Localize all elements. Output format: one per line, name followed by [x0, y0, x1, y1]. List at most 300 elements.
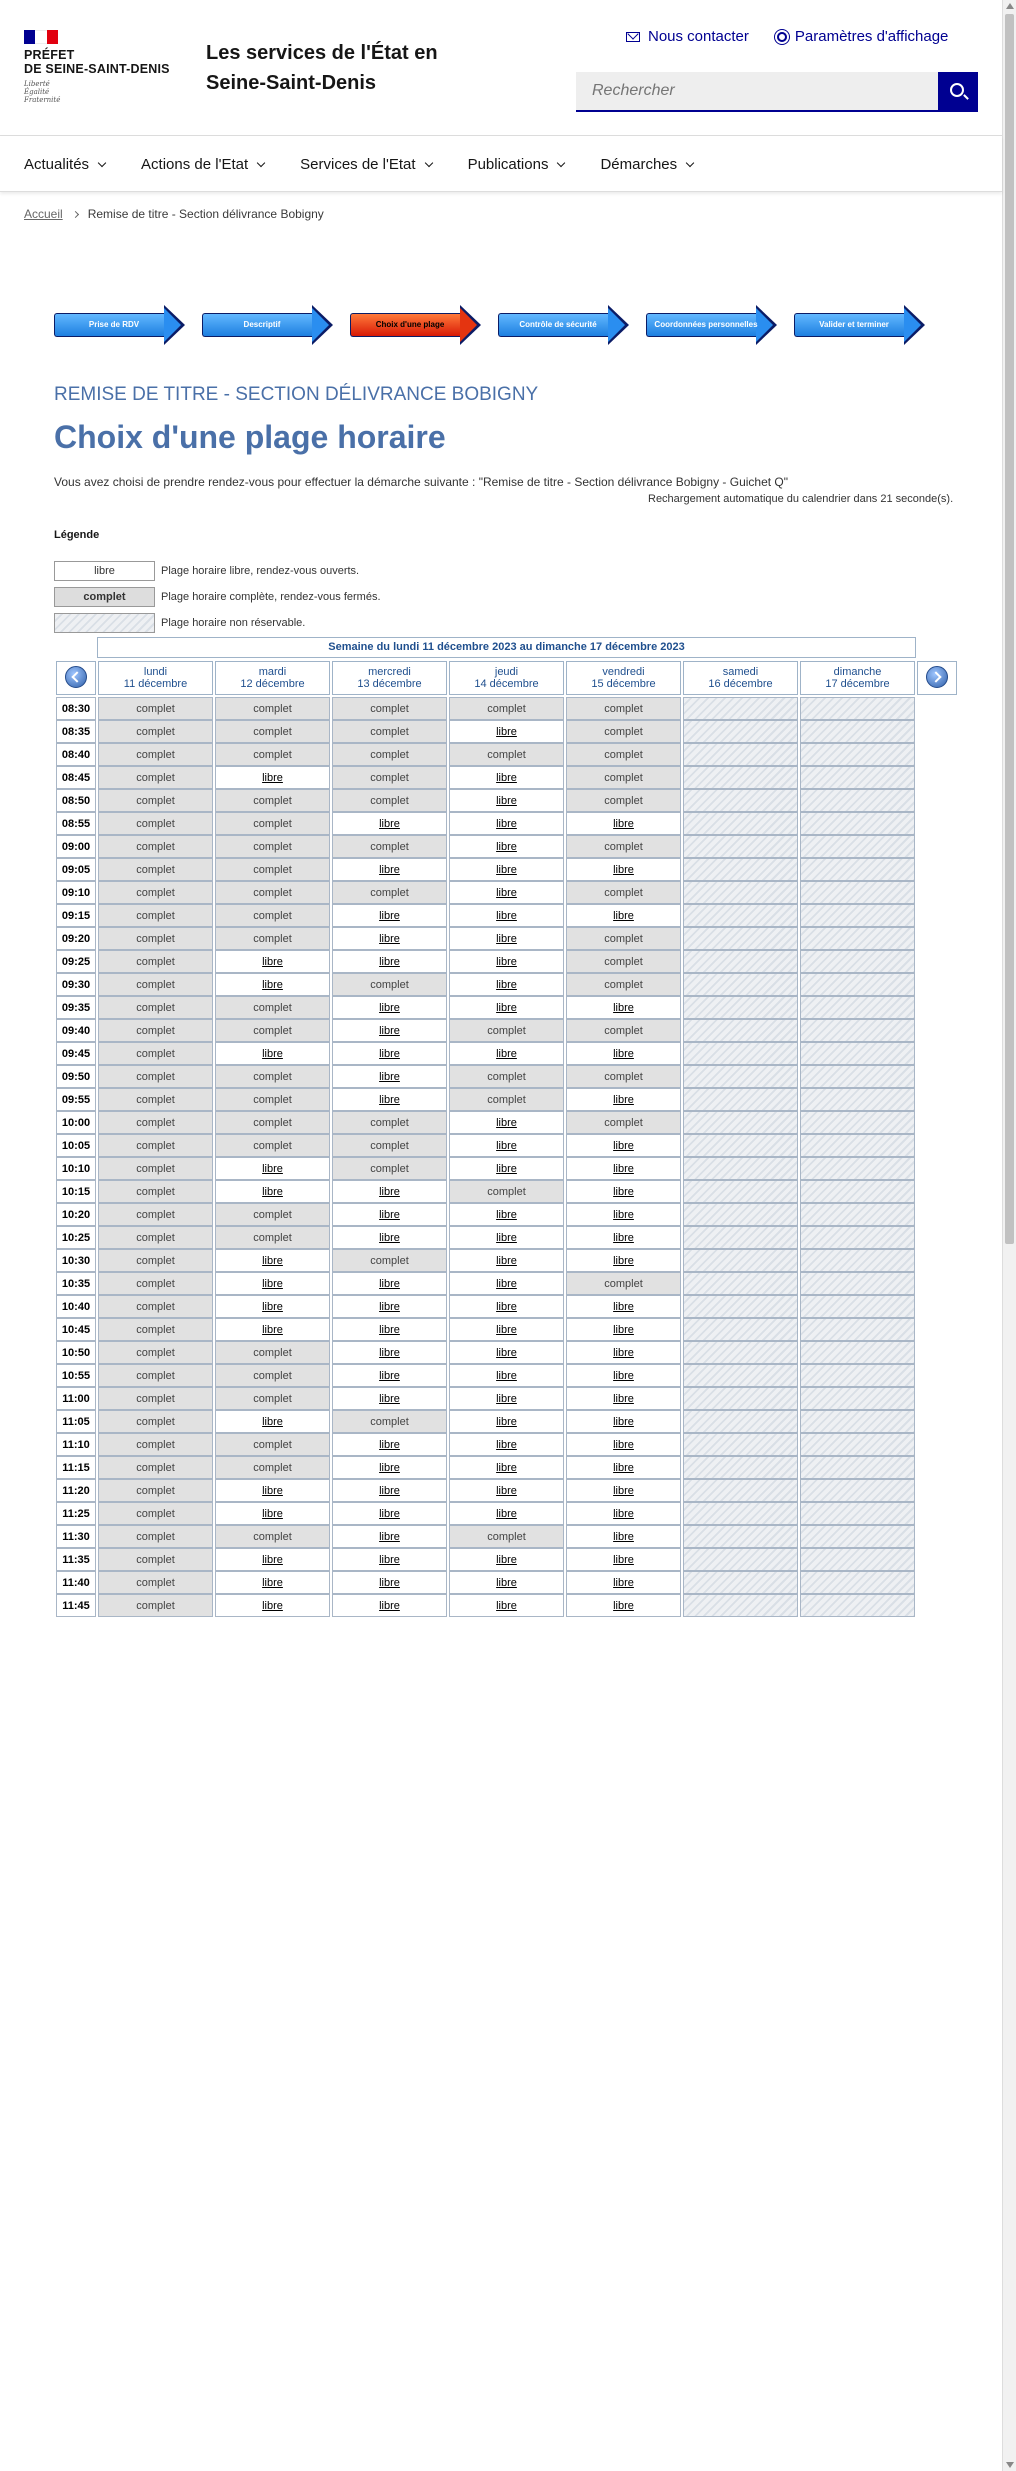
slot-free-link[interactable]: libre — [332, 1295, 447, 1318]
slot-free-link[interactable]: libre — [215, 1272, 330, 1295]
slot-time: 08:55 — [56, 812, 96, 835]
table-row — [56, 1387, 957, 1410]
slot-unavailable — [800, 1318, 915, 1341]
logo-motto: Liberté Égalité Fraternité — [24, 80, 61, 104]
slot-free-link[interactable]: libre — [449, 1341, 564, 1364]
table-row — [56, 1525, 957, 1548]
slot-full: complet — [215, 1433, 330, 1456]
slot-unavailable — [800, 1042, 915, 1065]
slot-free-link[interactable]: libre — [332, 1571, 447, 1594]
table-row — [56, 812, 957, 835]
row-spacer — [917, 697, 957, 720]
row-spacer — [917, 1111, 957, 1134]
table-row — [56, 858, 957, 881]
slot-free-link[interactable]: libre — [332, 1042, 447, 1065]
slot-full: complet — [332, 1410, 447, 1433]
slot-free-link[interactable]: libre — [332, 904, 447, 927]
slot-full: complet — [215, 1525, 330, 1548]
table-row — [56, 789, 957, 812]
slot-full: complet — [215, 743, 330, 766]
slot-free-link[interactable]: libre — [449, 1111, 564, 1134]
slot-free-link[interactable]: libre — [332, 1272, 447, 1295]
slot-time: 09:25 — [56, 950, 96, 973]
table-row — [56, 1295, 957, 1318]
chevron-down-icon — [257, 158, 265, 166]
slot-full: complet — [566, 697, 681, 720]
slot-time: 11:25 — [56, 1502, 96, 1525]
slot-unavailable — [683, 1157, 798, 1180]
row-spacer — [917, 1088, 957, 1111]
page-scrollbar[interactable] — [1002, 0, 1016, 2471]
slot-time: 10:40 — [56, 1295, 96, 1318]
slot-full: complet — [98, 743, 213, 766]
search-button[interactable] — [938, 72, 978, 112]
slot-unavailable — [800, 950, 915, 973]
site-title[interactable]: Les services de l'État en Seine-Saint-Denis — [206, 42, 438, 94]
slot-free-link[interactable]: libre — [449, 789, 564, 812]
slot-free-link[interactable]: libre — [449, 1433, 564, 1456]
legend-title: Légende — [54, 529, 100, 541]
slot-free-link[interactable]: libre — [449, 1042, 564, 1065]
slot-full: complet — [566, 1272, 681, 1295]
table-row — [56, 904, 957, 927]
slot-free-link[interactable]: libre — [449, 881, 564, 904]
slot-free-link[interactable]: libre — [566, 1479, 681, 1502]
table-row — [56, 927, 957, 950]
table-row — [56, 1594, 957, 1617]
slot-free-link[interactable]: libre — [332, 1065, 447, 1088]
slot-full: complet — [98, 1594, 213, 1617]
breadcrumb-current: Remise de titre - Section délivrance Bobigny — [87, 207, 324, 221]
slot-full: complet — [98, 1525, 213, 1548]
slot-free-link[interactable]: libre — [566, 1594, 681, 1617]
slot-unavailable — [800, 1387, 915, 1410]
slot-free-link[interactable]: libre — [332, 1088, 447, 1111]
slot-free-link[interactable]: libre — [566, 1341, 681, 1364]
slot-free-link[interactable]: libre — [449, 1272, 564, 1295]
slot-free-link[interactable]: libre — [332, 812, 447, 835]
slot-free-link[interactable]: libre — [332, 1456, 447, 1479]
slot-unavailable — [683, 1433, 798, 1456]
slot-full: complet — [449, 1065, 564, 1088]
table-row — [56, 1157, 957, 1180]
slot-unavailable — [683, 1364, 798, 1387]
slot-full: complet — [215, 789, 330, 812]
slot-free-link[interactable]: libre — [332, 1594, 447, 1617]
slot-free-link[interactable]: libre — [449, 996, 564, 1019]
prev-arrow-icon — [65, 666, 87, 688]
slot-full: complet — [215, 881, 330, 904]
row-spacer — [917, 1318, 957, 1341]
slot-free-link[interactable]: libre — [566, 1410, 681, 1433]
slot-full: complet — [332, 1111, 447, 1134]
row-spacer — [917, 1134, 957, 1157]
contact-link[interactable]: Nous contacter — [626, 28, 749, 45]
slot-free-link[interactable]: libre — [332, 1203, 447, 1226]
slot-full: complet — [566, 881, 681, 904]
slot-unavailable — [800, 1019, 915, 1042]
slot-free-link[interactable]: libre — [449, 1502, 564, 1525]
slot-free-link[interactable]: libre — [566, 1249, 681, 1272]
slot-free-link[interactable]: libre — [566, 1525, 681, 1548]
slot-unavailable — [683, 720, 798, 743]
slot-time: 10:45 — [56, 1318, 96, 1341]
slot-free-link[interactable]: libre — [215, 1295, 330, 1318]
slot-unavailable — [683, 1387, 798, 1410]
slot-unavailable — [683, 697, 798, 720]
slot-free-link[interactable]: libre — [449, 973, 564, 996]
slot-unavailable — [683, 1065, 798, 1088]
slot-full: complet — [332, 1157, 447, 1180]
main-nav — [0, 136, 1002, 192]
slot-free-link[interactable]: libre — [566, 1295, 681, 1318]
slot-unavailable — [683, 973, 798, 996]
slot-free-link[interactable]: libre — [332, 1479, 447, 1502]
slot-full: complet — [98, 835, 213, 858]
table-row — [56, 1318, 957, 1341]
slot-unavailable — [683, 1249, 798, 1272]
breadcrumb — [24, 207, 324, 221]
slot-unavailable — [800, 812, 915, 835]
logo-title-1: PRÉFET — [24, 48, 75, 62]
slot-free-link[interactable]: libre — [449, 766, 564, 789]
slot-free-link[interactable]: libre — [566, 1134, 681, 1157]
slot-free-link[interactable]: libre — [449, 950, 564, 973]
slot-full: complet — [98, 1226, 213, 1249]
slot-time: 10:50 — [56, 1341, 96, 1364]
slot-full: complet — [98, 1548, 213, 1571]
slot-full: complet — [215, 1019, 330, 1042]
slot-free-link[interactable]: libre — [566, 1226, 681, 1249]
slot-free-link[interactable]: libre — [332, 950, 447, 973]
slot-free-link[interactable]: libre — [566, 1364, 681, 1387]
table-row — [56, 1088, 957, 1111]
prefet-logo[interactable] — [24, 30, 174, 104]
slot-free-link[interactable]: libre — [215, 1548, 330, 1571]
slot-free-link[interactable]: libre — [215, 1180, 330, 1203]
table-row — [56, 1272, 957, 1295]
slot-free-link[interactable]: libre — [566, 1157, 681, 1180]
slot-full: complet — [215, 1341, 330, 1364]
row-spacer — [917, 835, 957, 858]
slot-time: 11:00 — [56, 1387, 96, 1410]
slot-time: 09:35 — [56, 996, 96, 1019]
scroll-up-icon[interactable] — [1006, 3, 1014, 9]
slot-free-link[interactable]: libre — [449, 720, 564, 743]
slot-unavailable — [683, 1548, 798, 1571]
slot-time: 09:05 — [56, 858, 96, 881]
prev-week-button[interactable] — [56, 661, 96, 695]
slot-unavailable — [683, 1042, 798, 1065]
slot-unavailable — [683, 927, 798, 950]
nav-item-actualites[interactable]: Actualités — [24, 156, 105, 173]
slot-free-link[interactable]: libre — [566, 1318, 681, 1341]
slot-free-link[interactable]: libre — [449, 1364, 564, 1387]
slot-unavailable — [683, 1226, 798, 1249]
slot-free-link[interactable]: libre — [449, 858, 564, 881]
day-header: jeudi 14 décembre — [449, 661, 564, 695]
table-row — [56, 950, 957, 973]
legend-full-text: Plage horaire complète, rendez-vous fermés. — [161, 591, 381, 603]
slot-free-link[interactable]: libre — [449, 927, 564, 950]
slot-time: 09:20 — [56, 927, 96, 950]
search-input[interactable] — [576, 72, 938, 112]
slot-free-link[interactable]: libre — [332, 927, 447, 950]
slot-unavailable — [800, 927, 915, 950]
slot-free-link[interactable]: libre — [332, 1341, 447, 1364]
slot-time: 09:50 — [56, 1065, 96, 1088]
slot-full: complet — [215, 927, 330, 950]
slot-free-link[interactable]: libre — [215, 766, 330, 789]
slot-free-link[interactable]: libre — [215, 1502, 330, 1525]
slot-free-link[interactable]: libre — [449, 1134, 564, 1157]
slot-free-link[interactable]: libre — [332, 1502, 447, 1525]
calendar-table — [54, 661, 959, 1617]
row-spacer — [917, 1502, 957, 1525]
slot-unavailable — [683, 1272, 798, 1295]
slot-free-link[interactable]: libre — [449, 1157, 564, 1180]
slot-free-link[interactable]: libre — [215, 950, 330, 973]
slot-unavailable — [683, 1571, 798, 1594]
slot-full: complet — [98, 858, 213, 881]
slot-unavailable — [800, 858, 915, 881]
next-arrow-icon — [926, 666, 948, 688]
table-row — [56, 835, 957, 858]
slot-free-link[interactable]: libre — [566, 1088, 681, 1111]
slot-time: 10:15 — [56, 1180, 96, 1203]
slot-free-link[interactable]: libre — [332, 858, 447, 881]
slot-free-link[interactable]: libre — [449, 904, 564, 927]
slot-full: complet — [98, 1203, 213, 1226]
slot-free-link[interactable]: libre — [332, 1433, 447, 1456]
slot-unavailable — [800, 904, 915, 927]
slot-full: complet — [98, 1318, 213, 1341]
slot-full: complet — [215, 1387, 330, 1410]
slot-full: complet — [215, 858, 330, 881]
slot-free-link[interactable]: libre — [215, 1157, 330, 1180]
slot-free-link[interactable]: libre — [215, 1410, 330, 1433]
slot-unavailable — [800, 720, 915, 743]
day-header: dimanche 17 décembre — [800, 661, 915, 695]
slot-unavailable — [800, 1065, 915, 1088]
slot-full: complet — [98, 1433, 213, 1456]
slot-time: 11:05 — [56, 1410, 96, 1433]
slot-free-link[interactable]: libre — [566, 904, 681, 927]
slot-full: complet — [98, 1111, 213, 1134]
slot-free-link[interactable]: libre — [566, 1456, 681, 1479]
logo-title-2: DE SEINE-SAINT-DENIS — [24, 62, 170, 76]
slot-free-link[interactable]: libre — [566, 812, 681, 835]
slot-time: 08:30 — [56, 697, 96, 720]
slot-unavailable — [683, 1180, 798, 1203]
slot-free-link[interactable]: libre — [449, 1318, 564, 1341]
slot-full: complet — [98, 1456, 213, 1479]
slot-free-link[interactable]: libre — [566, 1502, 681, 1525]
slot-time: 10:55 — [56, 1364, 96, 1387]
slot-time: 11:10 — [56, 1433, 96, 1456]
slot-free-link[interactable]: libre — [566, 996, 681, 1019]
intro-text: Vous avez choisi de prendre rendez-vous pour effectuer la démarche suivante : "Remise de titre - Section délivrance Bobigny - Guichet Q" — [54, 475, 789, 489]
slot-unavailable — [800, 1571, 915, 1594]
slot-unavailable — [683, 789, 798, 812]
table-row — [56, 720, 957, 743]
next-week-button[interactable] — [917, 661, 957, 695]
slot-free-link[interactable]: libre — [332, 1180, 447, 1203]
slot-full: complet — [98, 1502, 213, 1525]
slot-time: 09:15 — [56, 904, 96, 927]
table-row — [56, 1019, 957, 1042]
slot-free-link[interactable]: libre — [332, 1525, 447, 1548]
day-header: mercredi 13 décembre — [332, 661, 447, 695]
slot-free-link[interactable]: libre — [566, 1387, 681, 1410]
slot-free-link[interactable]: libre — [449, 1226, 564, 1249]
slot-free-link[interactable]: libre — [332, 1548, 447, 1571]
slot-free-link[interactable]: libre — [566, 858, 681, 881]
slot-free-link[interactable]: libre — [449, 1548, 564, 1571]
slot-full: complet — [215, 812, 330, 835]
row-spacer — [917, 1203, 957, 1226]
nav-item-publications[interactable]: Publications — [468, 156, 565, 173]
slot-full: complet — [98, 697, 213, 720]
slot-unavailable — [683, 1019, 798, 1042]
nav-item-services[interactable]: Services de l'Etat — [300, 156, 431, 173]
nav-item-demarches[interactable]: Démarches — [600, 156, 693, 173]
row-spacer — [917, 1571, 957, 1594]
table-row — [56, 1456, 957, 1479]
slot-free-link[interactable]: libre — [215, 1042, 330, 1065]
slot-unavailable — [683, 1318, 798, 1341]
slot-full: complet — [215, 1456, 330, 1479]
row-spacer — [917, 1157, 957, 1180]
slot-unavailable — [800, 1180, 915, 1203]
slot-unavailable — [800, 1433, 915, 1456]
breadcrumb-home[interactable]: Accueil — [24, 207, 63, 221]
slot-free-link[interactable]: libre — [215, 1249, 330, 1272]
step-coordonnees: Coordonnées personnelles — [646, 305, 777, 345]
table-row — [56, 1502, 957, 1525]
slot-unavailable — [800, 1479, 915, 1502]
slot-unavailable — [800, 1364, 915, 1387]
slot-free-link[interactable]: libre — [215, 1594, 330, 1617]
slot-time: 09:00 — [56, 835, 96, 858]
slot-full: complet — [98, 1272, 213, 1295]
table-row — [56, 1065, 957, 1088]
slot-full: complet — [566, 720, 681, 743]
slot-free-link[interactable]: libre — [566, 1203, 681, 1226]
table-row — [56, 1226, 957, 1249]
slot-free-link[interactable]: libre — [449, 1249, 564, 1272]
slot-free-link[interactable]: libre — [566, 1042, 681, 1065]
slot-free-link[interactable]: libre — [449, 1387, 564, 1410]
slot-free-link[interactable]: libre — [332, 1019, 447, 1042]
slot-full: complet — [332, 1249, 447, 1272]
slot-free-link[interactable]: libre — [566, 1433, 681, 1456]
table-row — [56, 881, 957, 904]
scroll-down-icon[interactable] — [1006, 2462, 1014, 2468]
slot-free-link[interactable]: libre — [215, 1318, 330, 1341]
table-row — [56, 1180, 957, 1203]
display-settings-button[interactable]: Paramètres d'affichage — [777, 28, 949, 45]
slot-full: complet — [98, 904, 213, 927]
slot-free-link[interactable]: libre — [566, 1548, 681, 1571]
slot-time: 08:45 — [56, 766, 96, 789]
slot-unavailable — [683, 1594, 798, 1617]
slot-full: complet — [98, 720, 213, 743]
step-prise-rdv: Prise de RDV — [54, 305, 185, 345]
slot-free-link[interactable]: libre — [332, 1318, 447, 1341]
slot-free-link[interactable]: libre — [332, 1226, 447, 1249]
table-row — [56, 996, 957, 1019]
slot-free-link[interactable]: libre — [449, 1594, 564, 1617]
slot-full: complet — [449, 743, 564, 766]
slot-free-link[interactable]: libre — [449, 1479, 564, 1502]
slot-unavailable — [800, 1502, 915, 1525]
slot-free-link[interactable]: libre — [449, 812, 564, 835]
slot-unavailable — [683, 1502, 798, 1525]
slot-time: 11:45 — [56, 1594, 96, 1617]
slot-free-link[interactable]: libre — [566, 1180, 681, 1203]
step-descriptif: Descriptif — [202, 305, 333, 345]
table-row — [56, 1479, 957, 1502]
slot-free-link[interactable]: libre — [449, 1203, 564, 1226]
slot-full: complet — [449, 1019, 564, 1042]
slot-full: complet — [98, 1249, 213, 1272]
slot-unavailable — [683, 812, 798, 835]
slot-free-link[interactable]: libre — [215, 1479, 330, 1502]
table-row — [56, 743, 957, 766]
nav-item-actions[interactable]: Actions de l'Etat — [141, 156, 264, 173]
chevron-down-icon — [98, 158, 106, 166]
slot-free-link[interactable]: libre — [449, 1410, 564, 1433]
row-spacer — [917, 927, 957, 950]
slot-free-link[interactable]: libre — [449, 835, 564, 858]
slot-free-link[interactable]: libre — [332, 1387, 447, 1410]
day-header: lundi 11 décembre — [98, 661, 213, 695]
slot-free-link[interactable]: libre — [449, 1295, 564, 1318]
slot-unavailable — [800, 1525, 915, 1548]
slot-full: complet — [215, 1134, 330, 1157]
slot-free-link[interactable]: libre — [215, 973, 330, 996]
search-icon — [950, 83, 964, 97]
row-spacer — [917, 812, 957, 835]
row-spacer — [917, 1433, 957, 1456]
slot-unavailable — [683, 1111, 798, 1134]
row-spacer — [917, 1019, 957, 1042]
slot-free-link[interactable]: libre — [449, 1456, 564, 1479]
slot-free-link[interactable]: libre — [449, 1571, 564, 1594]
slot-unavailable — [683, 766, 798, 789]
slot-unavailable — [683, 1341, 798, 1364]
french-flag-icon — [24, 30, 58, 44]
slot-free-link[interactable]: libre — [332, 996, 447, 1019]
table-row — [56, 1571, 957, 1594]
slot-free-link[interactable]: libre — [566, 1571, 681, 1594]
header-tools — [626, 28, 948, 45]
slot-full: complet — [215, 1065, 330, 1088]
slot-free-link[interactable]: libre — [215, 1571, 330, 1594]
slot-full: complet — [98, 1180, 213, 1203]
slot-unavailable — [800, 1341, 915, 1364]
slot-full: complet — [98, 1088, 213, 1111]
row-spacer — [917, 996, 957, 1019]
slot-free-link[interactable]: libre — [332, 1364, 447, 1387]
slot-full: complet — [98, 1065, 213, 1088]
row-spacer — [917, 766, 957, 789]
scroll-thumb[interactable] — [1005, 14, 1014, 1244]
slot-time: 10:05 — [56, 1134, 96, 1157]
slot-time: 11:30 — [56, 1525, 96, 1548]
slot-full: complet — [215, 835, 330, 858]
